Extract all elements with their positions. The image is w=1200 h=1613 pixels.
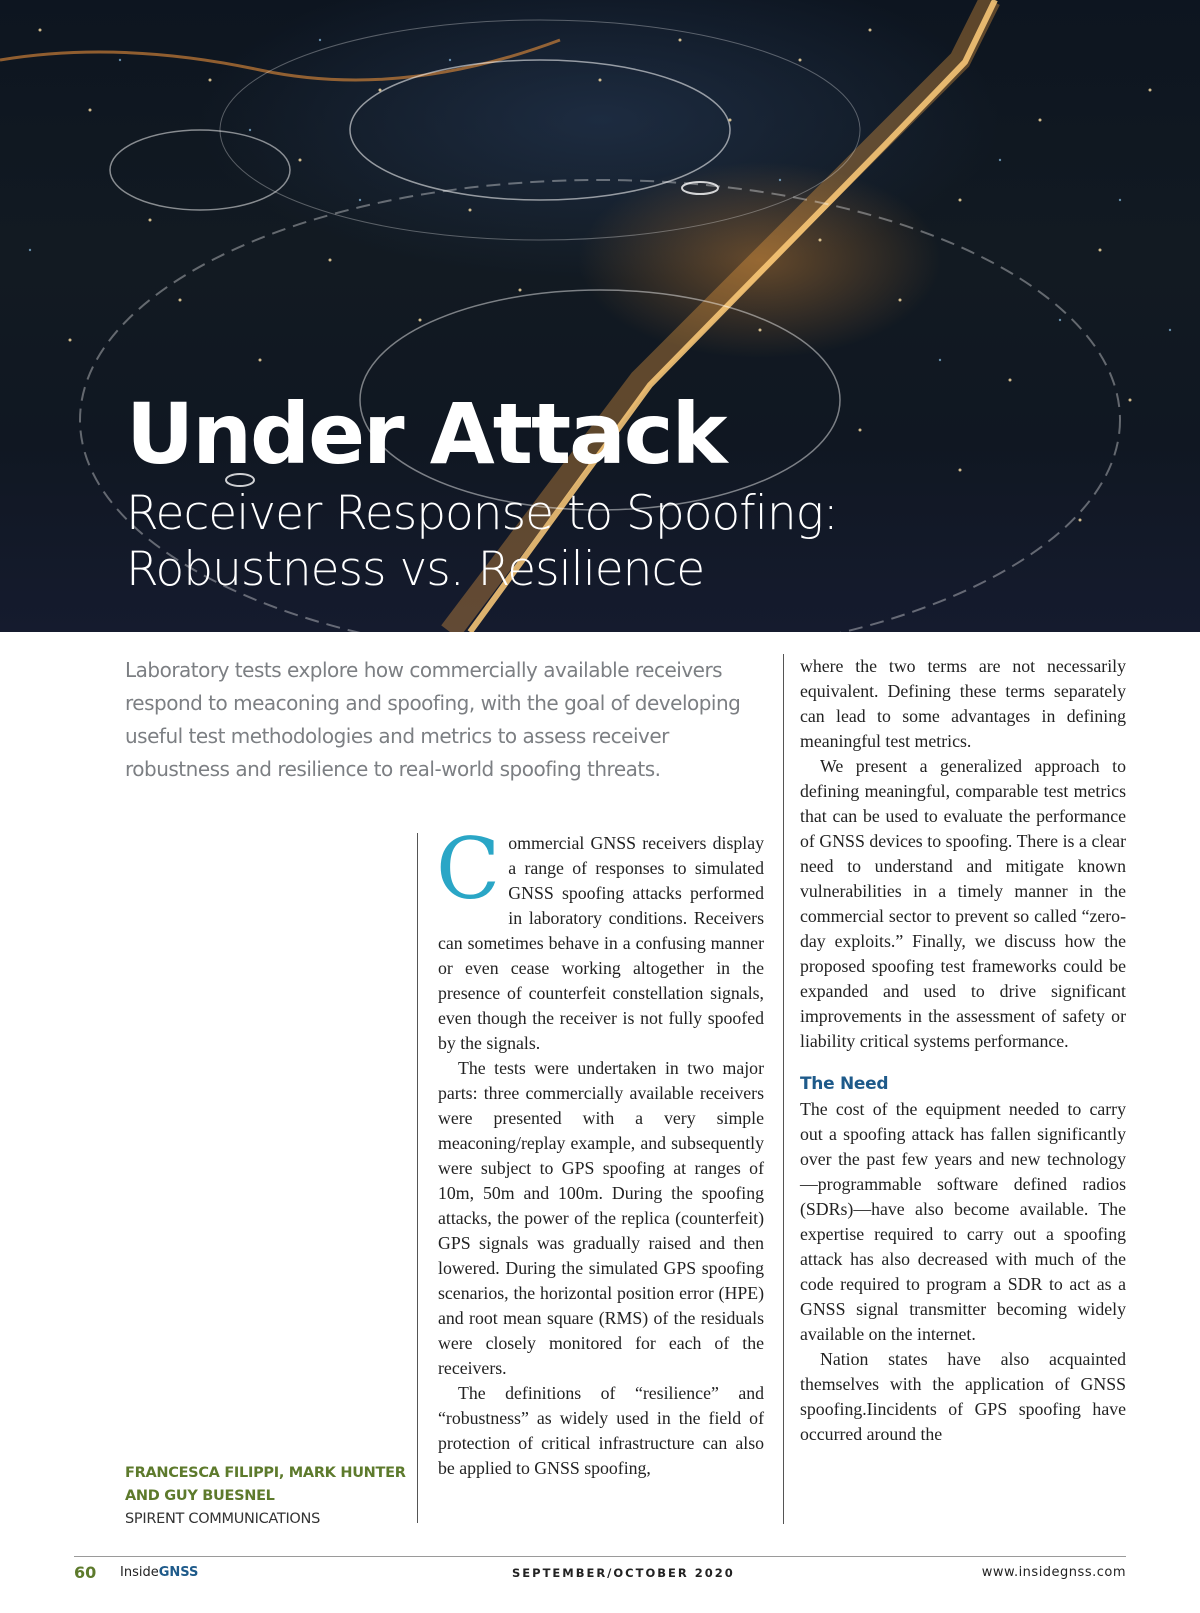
subtitle-line: Robustness vs. Resilience [126,542,705,597]
website-link[interactable]: www.insidegnss.com [981,1565,1126,1580]
body-column-2 [800,654,1126,1447]
issue-date: SEPTEMBER/OCTOBER 2020 [512,1566,735,1580]
deck-line: respond to meaconing and spoofing, with the goal of developing [125,691,741,715]
body-paragraph: Nation states have also acquainted themselves with the application of GNSS spoofing.Iincidents of GPS spoofing have occurred around the [800,1349,1126,1444]
author-names [125,1462,406,1508]
body-column-1 [436,820,764,1481]
body-paragraph: The tests were undertaken in two major parts: three commercially available receivers were presented with a very simple meaconing/replay example, and subsequently were subject to GPS spoofing at ranges of 10m, 50m and 100m. During the spoofing attacks, the power of the replica (counterfeit) GPS signals was gradually raised and then lowered. During the simulated GPS spoofing scenarios, the horizontal position error (HPE) and root mean square (RMS) of the residuals were closely monitored for each of the receivers. [438,1058,764,1378]
author-line: AND GUY BUESNEL [125,1488,275,1504]
magazine-name [120,1565,198,1580]
article-deck [125,654,741,786]
body-paragraph: The cost of the equipment needed to carry out a spoofing attack has fallen significantly over the past few years and new technology—programmable software defined radios (SDRs)—have also become available. The expertise required to carry out a spoofing attack has also decreased with much of the code required to program a SDR to act as a GNSS signal transmitter becoming widely available on the internet. [800,1099,1126,1344]
author-line: FRANCESCA FILIPPI, MARK HUNTER [125,1465,406,1481]
deck-line: useful test methodologies and metrics to assess receiver [125,724,669,748]
article-subtitle [126,486,838,598]
subtitle-line: Receiver Response to Spoofing: [126,486,838,541]
author-affiliation: SPIRENT COMMUNICATIONS [125,1511,320,1527]
column-divider [783,654,784,1524]
section-heading: The Need [800,1074,889,1094]
byline [125,1462,406,1531]
magazine-suffix: GNSS [158,1565,199,1580]
magazine-prefix: Inside [120,1565,159,1580]
article-title: Under Attack [126,385,726,483]
footer-rule [74,1556,1126,1557]
deck-line: Laboratory tests explore how commercially available receivers [125,658,723,682]
hero-image [0,0,1200,632]
column-divider [417,833,418,1523]
deck-line: robustness and resilience to real-world spoofing threats. [125,757,661,781]
drop-cap: C [436,820,501,918]
page-number: 60 [74,1563,97,1582]
body-paragraph: ommercial GNSS receivers display a range of responses to simulated GNSS spoofing attacks performed in laboratory conditions. Receivers can sometimes behave in a confusing manner or even cease working altogether in the presence of counterfeit constellation signals, even though the receiver is not fully spoofed by the signals. [438,833,764,1053]
body-paragraph: where the two terms are not necessarily equivalent. Defining these terms separately can lead to some advantages in defining meaningful test metrics. [800,656,1126,751]
body-paragraph: We present a generalized approach to defining meaningful, comparable test metrics that can be used to evaluate the performance of GNSS devices to spoofing. There is a clear need to understand and mitigate known vulnerabilities in a timely manner in the commercial sector to prevent so called “zero-day exploits.” Finally, we discuss how the proposed spoofing test frameworks could be expanded and used to drive significant improvements in the assessment of safety or liability critical systems performance. [800,756,1126,1051]
page-footer [74,1561,1126,1585]
body-paragraph: The definitions of “resilience” and “robustness” as widely used in the field of protection of critical infrastructure can also be applied to GNSS spoofing, [438,1383,764,1478]
